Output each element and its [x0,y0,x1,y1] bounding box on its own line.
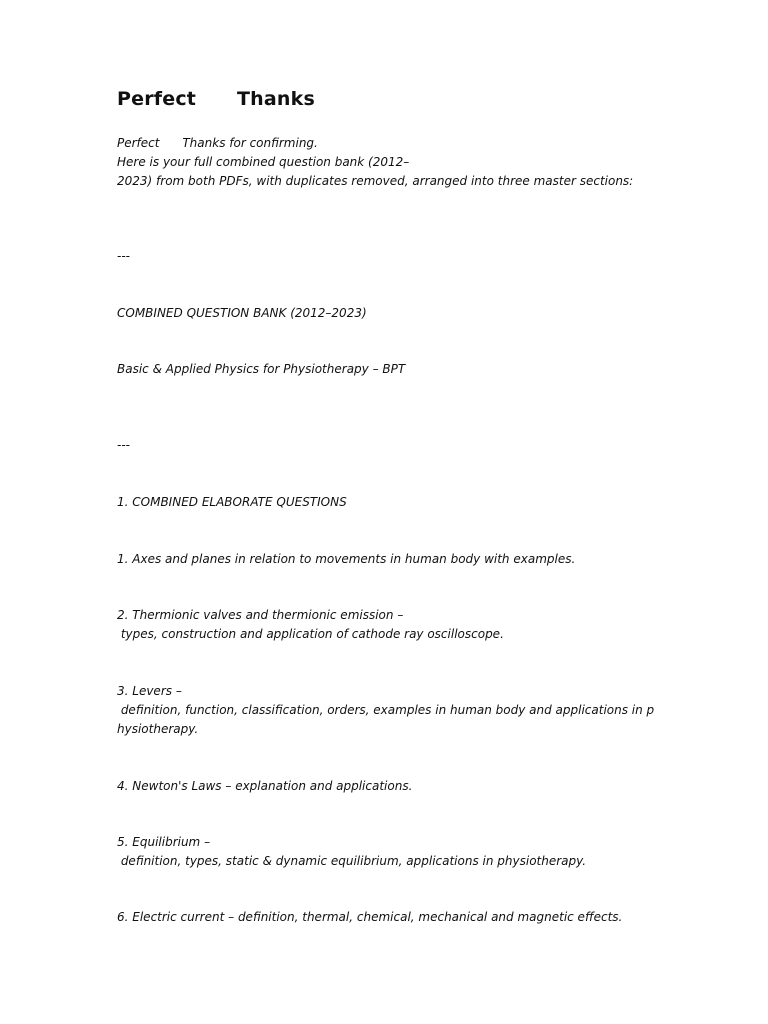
separator: --- [117,249,130,263]
section-heading: 1. COMBINED ELABORATE QUESTIONS [117,495,347,509]
question-item: 5. Equilibrium – [117,835,211,849]
intro-line: Here is your full combined question bank (2012– [117,155,410,169]
intro-line: 2023) from both PDFs, with duplicates removed, arranged into three master sections: [117,174,634,188]
document-title: Perfect Thanks [117,88,315,110]
question-item: 3. Levers – [117,684,182,698]
question-bank-heading: COMBINED QUESTION BANK (2012–2023) [117,306,367,320]
question-item-continuation: definition, types, static & dynamic equilibrium, applications in physiotherapy. [117,854,587,868]
question-item: 4. Newton's Laws – explanation and applications. [117,779,413,793]
question-item: 1. Axes and planes in relation to movements in human body with examples. [117,552,576,566]
question-item-continuation: definition, function, classification, orders, examples in human body and applications in p [117,703,655,717]
question-item: 6. Electric current – definition, thermal, chemical, mechanical and magnetic effects. [117,910,623,924]
subject-heading: Basic & Applied Physics for Physiotherapy – BPT [117,362,406,376]
question-item-continuation: types, construction and application of cathode ray oscilloscope. [117,627,504,641]
separator: --- [117,438,130,452]
question-item-continuation: hysiotherapy. [117,722,199,736]
question-item: 2. Thermionic valves and thermionic emission – [117,608,404,622]
intro-line: Perfect Thanks for confirming. [117,136,318,150]
